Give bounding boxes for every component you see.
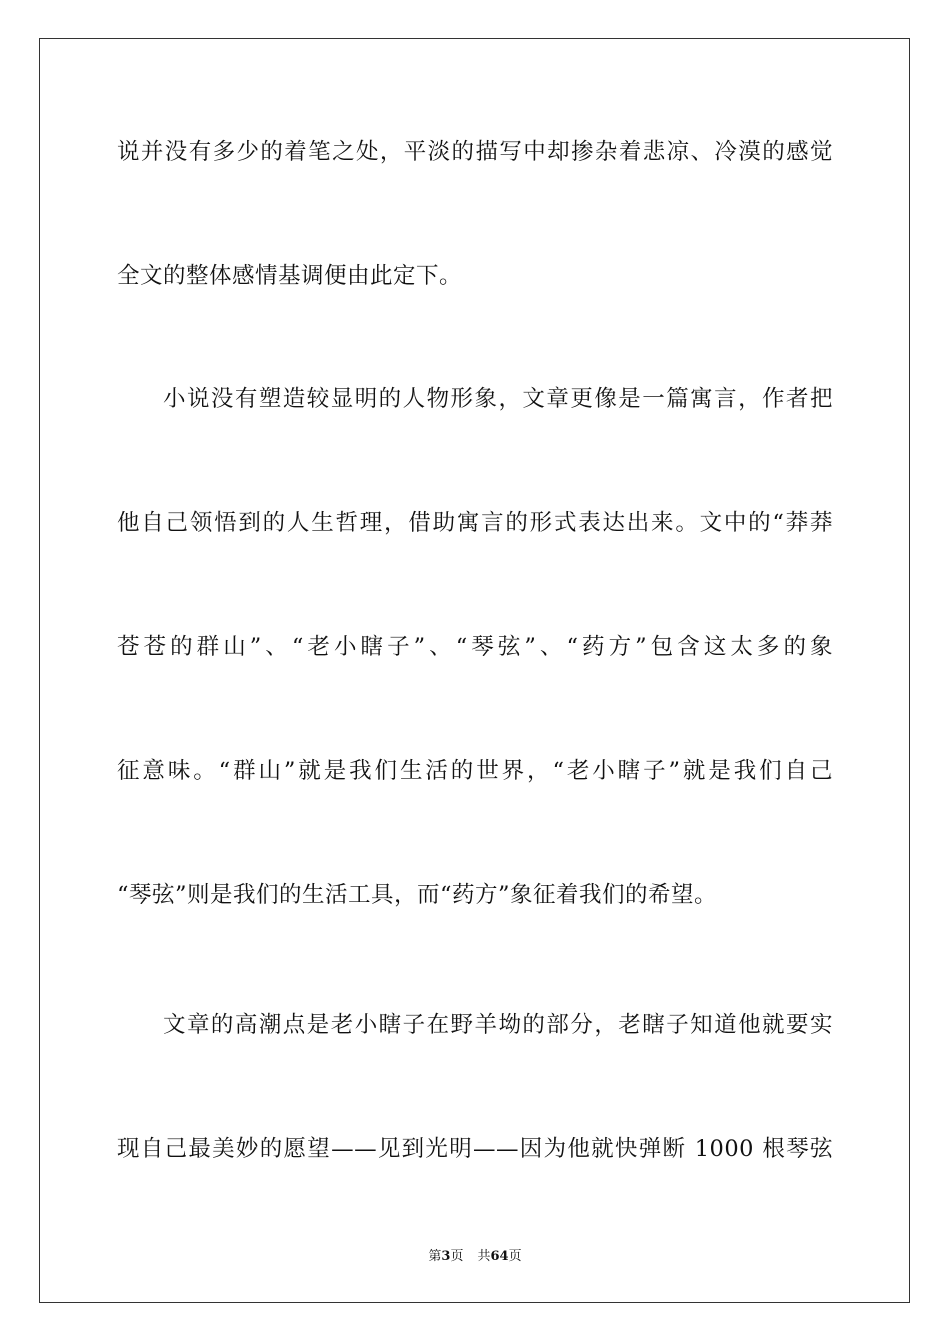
page-suffix: 页 <box>450 1249 464 1264</box>
text-line: 现自己最美妙的愿望——见到光明——因为他就快弹断 1000 根琴弦 <box>117 1136 833 1162</box>
current-page-number: 3 <box>441 1249 451 1264</box>
text-line: 他自己领悟到的人生哲理，借助寓言的形式表达出来。文中的“莽莽 <box>117 510 833 536</box>
text-line: 苍苍的群山”、“老小瞎子”、“琴弦”、“药方”包含这太多的象 <box>117 634 833 660</box>
total-prefix: 共 <box>477 1249 491 1264</box>
page-prefix: 第 <box>428 1249 442 1264</box>
total-pages-number: 64 <box>490 1249 509 1264</box>
page-border <box>39 38 910 1303</box>
total-suffix: 页 <box>508 1249 522 1264</box>
page-footer <box>0 1249 950 1265</box>
text-line: 全文的整体感情基调便由此定下。 <box>117 263 463 289</box>
text-line: 文章的高潮点是老小瞎子在野羊坳的部分，老瞎子知道他就要实 <box>163 1012 833 1038</box>
text-line: “琴弦”则是我们的生活工具，而“药方”象征着我们的希望。 <box>117 882 718 908</box>
text-line: 说并没有多少的着笔之处，平淡的描写中却掺杂着悲凉、冷漠的感觉 <box>117 139 833 165</box>
text-line: 征意味。“群山”就是我们生活的世界，“老小瞎子”就是我们自己 <box>117 758 833 784</box>
text-line: 小说没有塑造较显明的人物形象，文章更像是一篇寓言，作者把 <box>163 386 833 412</box>
